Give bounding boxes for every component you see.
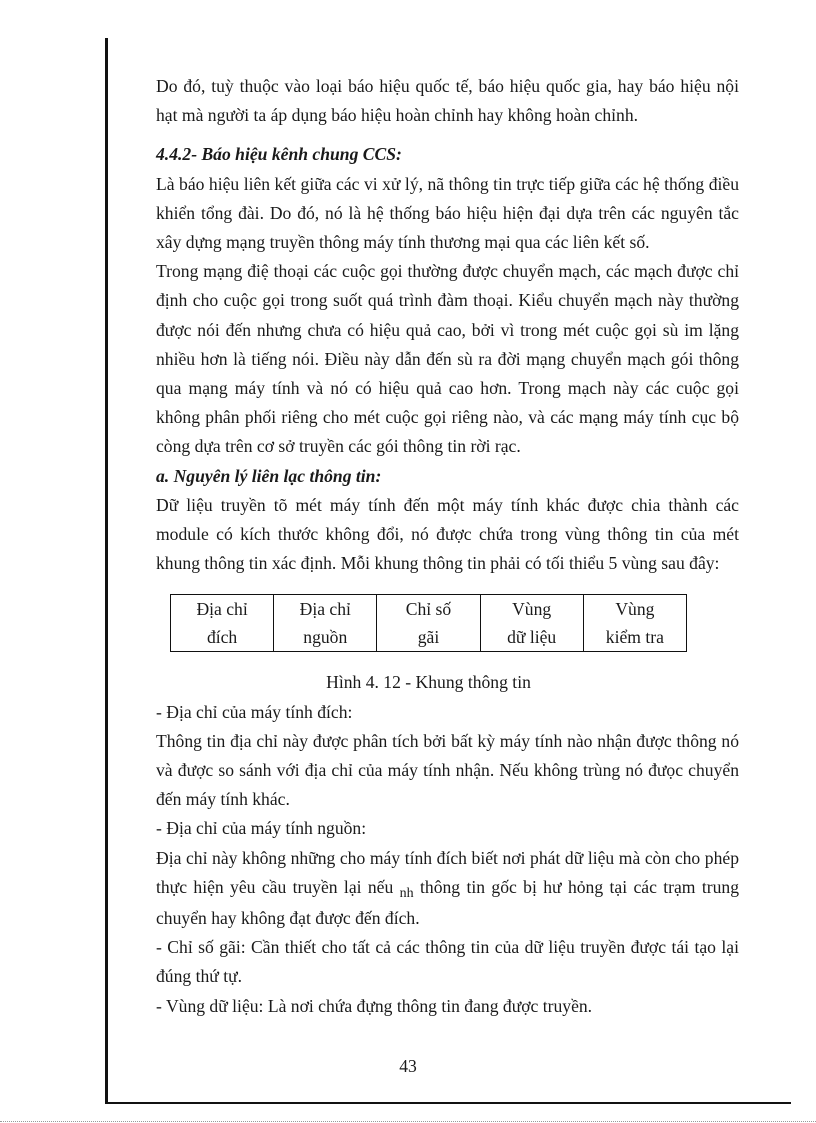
page-number: 43	[399, 1056, 417, 1076]
paragraph-frame-intro: Dữ liệu truyền tõ mét máy tính đến một máy tính khác được chia thành các module có kích thước không đổi, nó được chứa trong vùng thông tin của mét khung thông tin xác định. Mỗi khung thông tin phải có tối thiểu 5 vùng sau đây:	[156, 494, 739, 574]
paragraph-intro: Do đó, tuỳ thuộc vào loại báo hiệu quốc tế, báo hiệu quốc gia, hay báo hiệu nội hạt mà người ta áp dụng báo hiệu hoàn chỉnh hay không hoàn chỉnh.	[156, 76, 739, 126]
paragraph-data-field: - Vùng dữ liệu: Là nơi chứa đựng thông tin đang được truyền.	[156, 995, 593, 1016]
paragraph-destination: Thông tin địa chỉ này được phân tích bởi bất kỳ máy tính nào nhận được thông nó và được so sánh với địa chỉ của máy tính nhận. Nếu không trùng nó đưọc chuyển đến máy tính khác.	[156, 730, 739, 810]
figure-caption: Hình 4. 12 - Khung thông tin	[326, 672, 531, 693]
table-cell: Vùng dữ liệu	[480, 595, 583, 652]
section-heading-ccs: 4.4.2- Báo hiệu kênh chung CCS:	[156, 144, 402, 165]
paragraph-ccs-definition: Là báo hiệu liên kết giữa các vi xử lý, nã thông tin trực tiếp giữa các hệ thống điều khiển tổng đài. Do đó, nó là hệ thống báo hiệu hiện đại dựa trên các nguyên tắc xây dựng mạng truyền thông máy tính thương mại qua các liên kết số.	[156, 173, 739, 253]
subscript-fragment: nh	[399, 885, 414, 901]
frame-table-wrapper	[170, 594, 739, 652]
item-source-title: - Địa chỉ của máy tính nguồn:	[156, 818, 367, 839]
frame-table	[170, 594, 687, 652]
table-row	[171, 595, 687, 652]
table-cell: Địa chỉ nguồn	[274, 595, 377, 652]
document-body	[156, 72, 739, 1021]
paragraph-sequence-number: - Chỉ số gãi: Cần thiết cho tất cả các thông tin của dữ liệu truyền được tái tạo lại đúng thứ tự.	[156, 937, 739, 987]
section-heading-principle: a. Nguyên lý liên lạc thông tin:	[156, 465, 382, 486]
paragraph-packet-switching: Trong mạng điệ thoại các cuộc gọi thường được chuyển mạch, các mạch được chỉ định cho cuộc gọi trong suốt quá trình đàm thoại. Kiểu chuyển mạch này thường được nói đến nhưng chưa có hiệu quả cao, bởi vì trong mét cuộc gọi sù im lặng nhiều hơn là tiếng nói. Điều này dẫn đến sù ra đời mạng chuyển mạch gói thông qua mạng máy tính và nó có hiệu quả cao hơn. Trong mạch này các cuộc gọi không phân phối riêng cho mét cuộc gọi riêng nào, và các mạng máy tính cục bộ còng dựa trên cơ sở truyền các gói thông tin rời rạc.	[156, 261, 739, 457]
item-destination-title: - Địa chỉ của máy tính đích:	[156, 701, 353, 722]
page-bottom-rule	[0, 1121, 816, 1122]
table-cell: Vùng kiểm tra	[583, 595, 686, 652]
table-cell: Địa chỉ đích	[171, 595, 274, 652]
table-cell: Chỉ số gãi	[377, 595, 480, 652]
paragraph-source: Địa chỉ này không những cho máy tính đích biết nơi phát dữ liệu mà còn cho phép thực hiện yêu cầu truyền lại nếu $_{nh}$ thông tin gốc bị hư hỏng tại các trạm trung chuyển hay không đạt được đến đích.	[156, 847, 739, 929]
